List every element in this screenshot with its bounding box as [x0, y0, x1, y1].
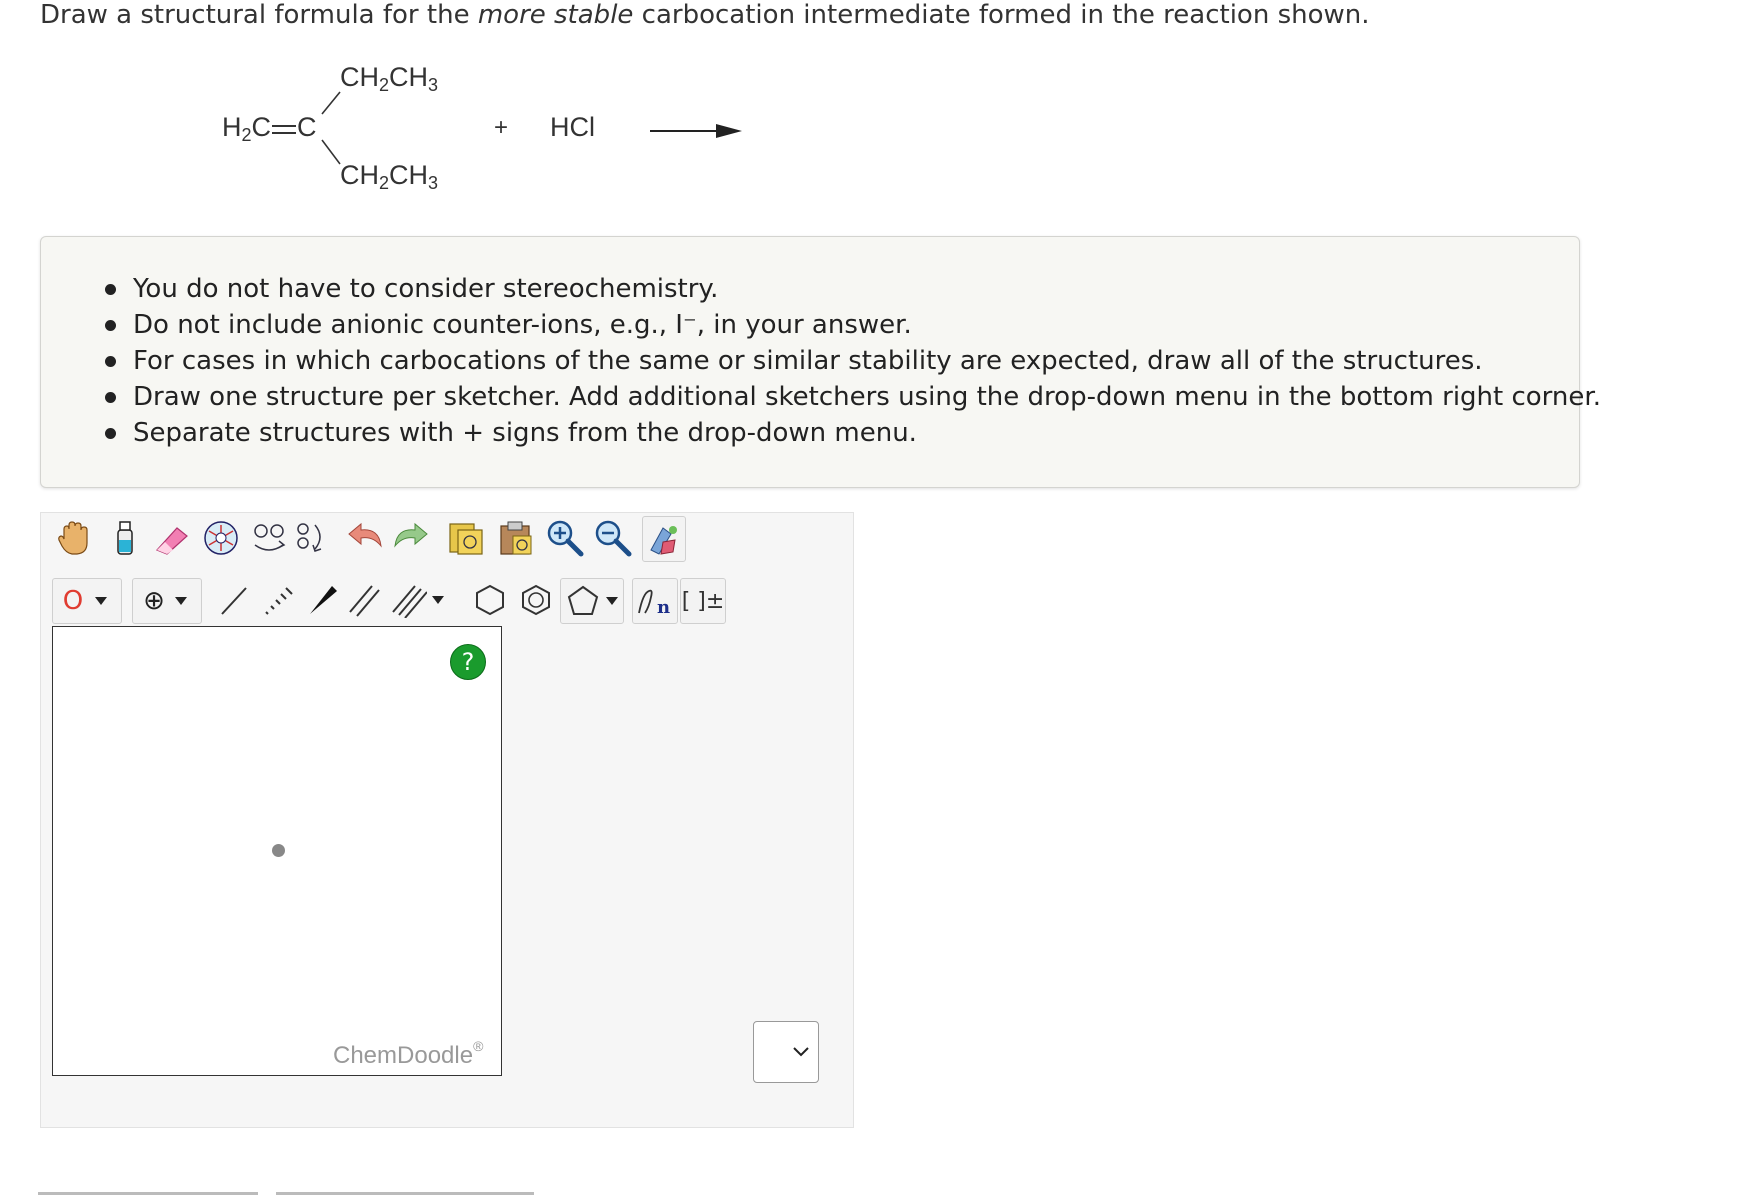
instruction-item: Draw one structure per sketcher. Add additional sketchers using the drop-down menu in the bottom right corner.: [133, 379, 1579, 415]
reagent: HCl: [550, 112, 595, 142]
hand-icon[interactable]: [52, 516, 96, 560]
instructions-box: [40, 236, 1601, 488]
help-button[interactable]: ?: [450, 644, 486, 680]
zoom-in-icon[interactable]: [542, 516, 588, 560]
question-emphasis: more stable: [477, 0, 634, 30]
add-sketcher-dropdown[interactable]: [753, 1021, 819, 1083]
redo-icon[interactable]: [388, 516, 432, 560]
paste-icon[interactable]: [492, 516, 538, 560]
chevron-down-icon: [605, 595, 619, 607]
question-prefix: Draw a structural formula for the: [40, 0, 478, 30]
bottom-substituent: $CH_2CH_3$: [340, 160, 439, 193]
flip-icon[interactable]: [290, 516, 332, 560]
chemdoodle-brand: [333, 1038, 483, 1070]
copy-icon[interactable]: [444, 516, 488, 560]
chevron-down-icon: [431, 594, 445, 606]
chevron-down-icon: [792, 1046, 810, 1058]
chain-tool[interactable]: [632, 578, 678, 624]
reaction-scheme: [0, 0, 760, 215]
plus-sign: +: [494, 114, 509, 141]
instructions-list: [41, 271, 1601, 451]
ring-template-icon[interactable]: [200, 516, 242, 560]
brand-text: ChemDoodle: [333, 1042, 474, 1069]
brand-mark: ®: [473, 1038, 484, 1054]
cyclohexane-icon[interactable]: [470, 578, 510, 622]
element-selector[interactable]: [52, 578, 122, 624]
hashed-bond-icon[interactable]: [258, 578, 298, 622]
chevron-down-icon: [93, 595, 111, 607]
charge-label: ⊕: [143, 586, 165, 616]
chevron-down-icon: [173, 595, 191, 607]
svg-text:n: n: [657, 597, 671, 618]
chain-icon: [635, 583, 675, 619]
clean-icon[interactable]: [642, 516, 686, 562]
double-bond-icon[interactable]: [344, 578, 384, 622]
bracket-label: [ ]±: [681, 588, 725, 614]
cyclopentane-icon: [565, 583, 601, 619]
instruction-item: For cases in which carbocations of the same or similar stability are expected, draw all of the structures.: [133, 343, 1579, 379]
ring-selector[interactable]: [560, 578, 624, 624]
bracket-tool[interactable]: [680, 578, 726, 624]
triple-bond-icon: [391, 582, 427, 618]
instruction-item: Do not include anionic counter-ions, e.g., I⁻, in your answer.: [133, 307, 1579, 343]
rotate-icon[interactable]: [248, 516, 290, 560]
charge-selector[interactable]: [132, 578, 202, 624]
bottle-icon[interactable]: [102, 516, 146, 560]
instruction-item: You do not have to consider stereochemistry.: [133, 271, 1579, 307]
triple-bond-selector[interactable]: [388, 578, 448, 622]
wedge-bond-icon[interactable]: [302, 578, 342, 622]
zoom-out-icon[interactable]: [590, 516, 636, 560]
eraser-icon[interactable]: [150, 516, 196, 560]
element-label: O: [62, 586, 84, 616]
alkene-group: $H_2C$ C: [222, 112, 317, 145]
single-bond-icon[interactable]: [214, 578, 254, 622]
canvas-center-dot: [272, 844, 285, 857]
undo-icon[interactable]: [344, 516, 388, 560]
question-suffix: carbocation intermediate formed in the reaction shown.: [633, 0, 1370, 30]
bond-lines: [0, 0, 760, 215]
instruction-item: Separate structures with + signs from the drop-down menu.: [133, 415, 1579, 451]
benzene-icon[interactable]: [516, 578, 556, 622]
top-substituent: $CH_2CH_3$: [340, 62, 439, 95]
